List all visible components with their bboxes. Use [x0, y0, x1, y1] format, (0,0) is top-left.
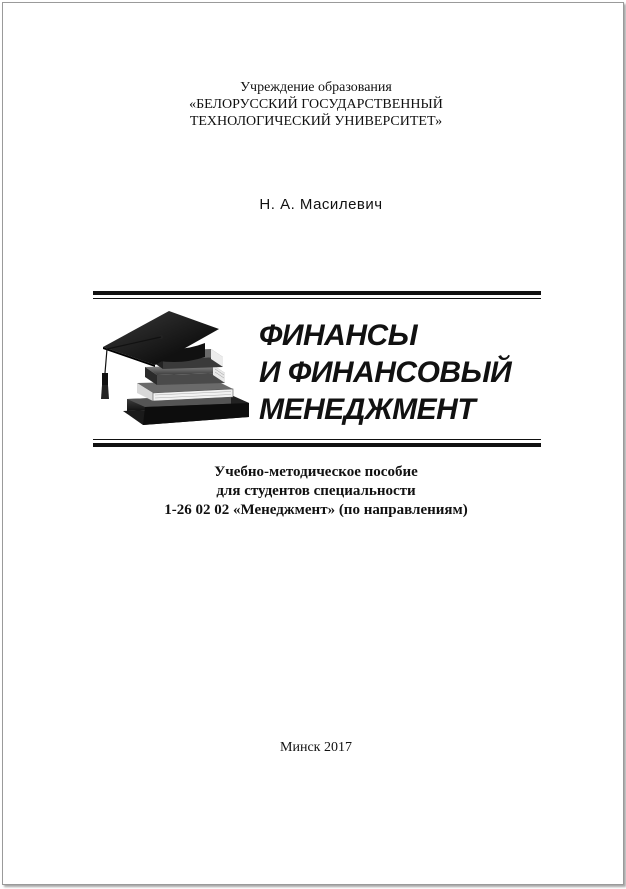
subtitle-block — [3, 463, 624, 520]
institution-line-3: ТЕХНОЛОГИЧЕСКИЙ УНИВЕРСИТЕТ» — [189, 114, 443, 129]
author-name: Н. А. Масилевич — [259, 196, 383, 213]
title-band — [93, 291, 541, 448]
institution-line-2: «БЕЛОРУССКИЙ ГОСУДАРСТВЕННЫЙ — [189, 97, 443, 112]
institution-line-1: Учреждение образования — [240, 80, 392, 95]
title-line-3: МЕНЕДЖМЕНТ — [259, 393, 476, 426]
top-thick-rule — [93, 291, 541, 295]
title-line-1: ФИНАНСЫ — [259, 319, 418, 352]
top-thin-rule — [93, 298, 541, 299]
book-title — [259, 317, 549, 428]
subtitle-line-3: 1-26 02 02 «Менеджмент» (по направлениям) — [164, 502, 468, 518]
graduation-cap-on-books-icon — [97, 303, 257, 433]
book-cover-page — [2, 2, 624, 885]
city-year: Минск 2017 — [280, 740, 352, 755]
subtitle-line-1: Учебно-методическое пособие — [214, 464, 418, 480]
bottom-thick-rule — [93, 443, 541, 447]
bottom-thin-rule — [93, 439, 541, 440]
title-line-2: И ФИНАНСОВЫЙ — [259, 356, 512, 389]
institution-block — [3, 79, 624, 130]
subtitle-line-2: для студентов специальности — [216, 483, 416, 499]
